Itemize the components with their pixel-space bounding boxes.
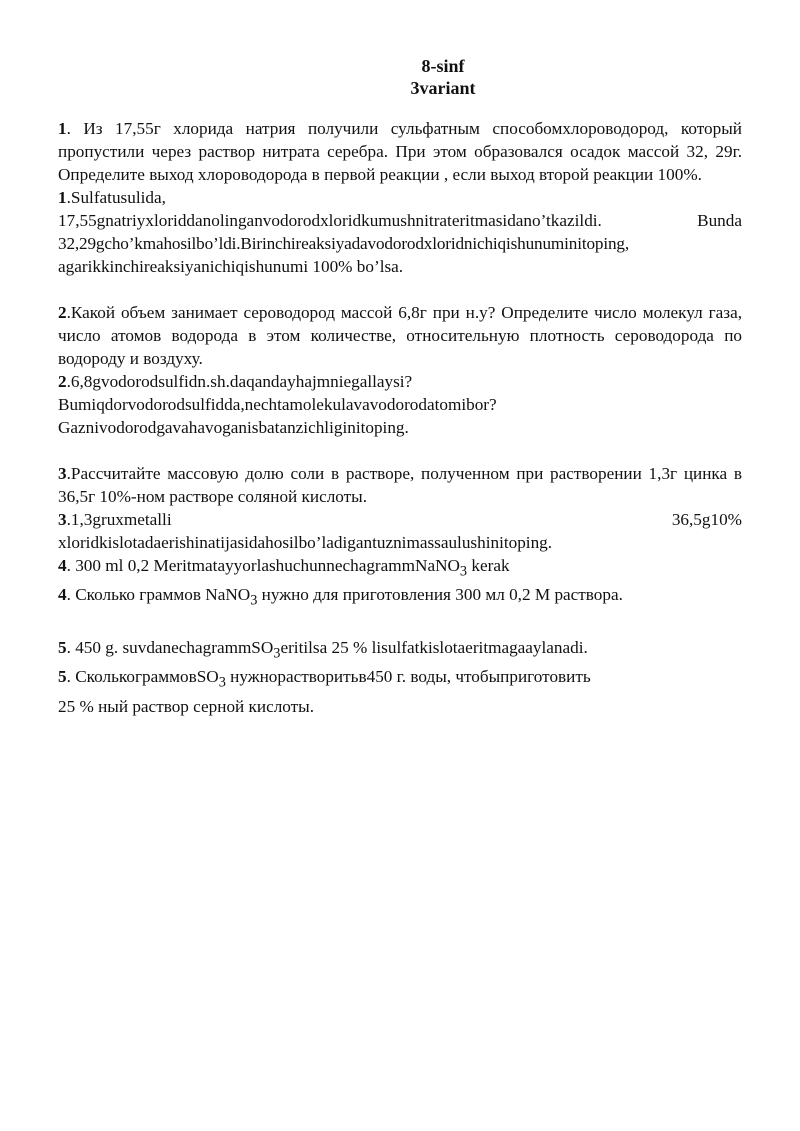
task-text: .6,8gvodorodsulfidn.sh.daqandayhajmniegallaysi? [66, 372, 413, 391]
task-number: 2 [58, 303, 67, 322]
subscript: 3 [459, 563, 468, 580]
task-5 [58, 636, 742, 718]
spacer [58, 278, 742, 301]
task-1 [58, 117, 742, 278]
task-1-uz-line-3: 32,29gcho’kmahosilbo’ldi.Birinchireaksiyadavodorodxloridnichiqishunuminitoping, [58, 234, 630, 253]
task-text: .Sulfatusulida, [66, 188, 166, 207]
task-number: 4 [58, 585, 67, 605]
spacer [58, 613, 742, 636]
task-text: нужнорастворитьв450 г. воды, чтобыприготовить [225, 667, 591, 687]
task-number: 1 [58, 119, 67, 138]
variant-title: 3variant [410, 78, 476, 98]
task-text: eritilsa 25 % lisulfatkislotaeritmagaaylanadi. [280, 637, 588, 657]
task-3-ru [58, 462, 742, 508]
task-1-uz-line-4: agarikkinchireaksiyanichiqishunumi 100% bo’lsa. [58, 257, 404, 276]
subscript: 3 [250, 592, 258, 609]
task-2-uz-line-1 [58, 370, 742, 393]
document-body [58, 55, 742, 718]
task-5-ru-line-2: 25 % ный раствор серной кислоты. [58, 696, 315, 716]
task-4 [58, 554, 742, 613]
subscript: 3 [273, 645, 281, 662]
task-2-uz-line-2: Bumiqdorvodorodsulfidda,nechtamolekulavavodorodatomibor? [58, 395, 497, 414]
task-text: . 450 g. suvdanechagrammSO [66, 637, 274, 657]
task-text: .1,3gruxmetalli [66, 510, 172, 529]
task-5-uz [58, 636, 742, 665]
task-text: 36,5g10% [671, 510, 742, 529]
task-1-ru [58, 117, 742, 186]
task-4-ru [58, 583, 742, 612]
task-3 [58, 462, 742, 554]
task-text: . Из 17,55г хлорида натрия получили сульфатным способомхлороводород, который пропустили через раствор нитрата серебра. При этом образовался осадок массой 32, 29г. Определите выход хлороводорода в первой реакции , если выход второй реакции 100%. [58, 119, 742, 184]
task-text: . Сколько граммов NaNO [66, 585, 251, 605]
task-text: . 300 ml 0,2 MeritmatayyorlashuchunnechagrammNaNO [66, 556, 460, 575]
task-number: 3 [58, 510, 67, 529]
subscript: 3 [218, 674, 226, 691]
task-text: Bunda [697, 211, 742, 230]
task-number: 1 [58, 188, 67, 207]
task-1-uz-line-2 [58, 209, 742, 232]
task-3-uz-line-1 [58, 508, 742, 531]
task-text: .Какой объем занимает сероводород массой 6,8г при н.у? Определите число молекул газа, число атомов водорода в этом количестве, относительную плотность сероводорода по водороду и воздуху. [58, 303, 742, 368]
task-number: 5 [58, 637, 67, 657]
task-text: нужно для приготовления 300 мл 0,2 М раствора. [257, 585, 623, 605]
task-2-uz-line-3: Gaznivodorodgavahavoganisbatanzichliginitoping. [58, 418, 409, 437]
task-4-uz [58, 554, 742, 583]
task-number: 4 [58, 556, 67, 575]
grade-title: 8-sinf [421, 56, 465, 76]
task-2-ru [58, 301, 742, 370]
document-header [58, 55, 742, 99]
task-text: kerak [467, 556, 510, 575]
task-text: . СколькограммовSO [66, 667, 219, 687]
task-number: 2 [58, 372, 67, 391]
task-text-left [58, 508, 172, 531]
task-text: .Рассчитайте массовую долю соли в растворе, полученном при растворении 1,3г цинка в 36,5г 10%-ном растворе соляной кислоты. [58, 464, 742, 506]
task-text: 17,55gnatriyxloriddanolinganvodorodxloridkumushnitrateritmasidano’tkazildi. [58, 211, 602, 230]
task-3-uz-line-2: xloridkislotadaerishinatijasidahosilbo’ladigantuznimassaulushinitoping. [58, 533, 553, 552]
task-5-ru [58, 665, 742, 694]
task-number: 3 [58, 464, 67, 483]
task-number: 5 [58, 667, 67, 687]
task-2 [58, 301, 742, 439]
task-1-uz-line-1 [58, 186, 742, 209]
spacer [58, 439, 742, 462]
